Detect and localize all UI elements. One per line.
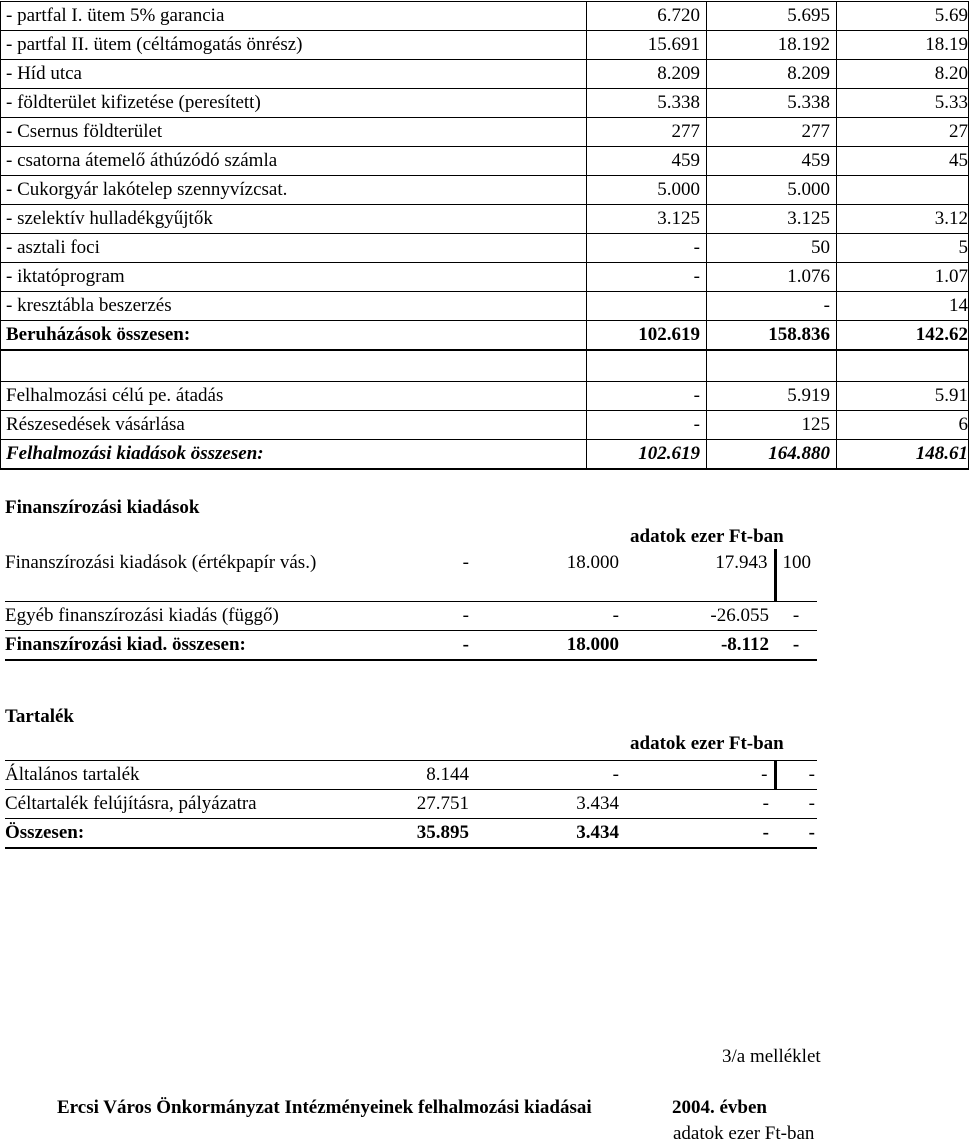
- row-label: - földterület kifizetése (peresített): [1, 89, 587, 118]
- next-annex-unit-note: adatok ezer Ft-ban: [673, 1123, 815, 1144]
- row-value-1: -: [587, 263, 707, 292]
- row-value-2: 3.125: [707, 205, 837, 234]
- table-row: [1, 31, 969, 60]
- row-label: - Csernus földterület: [1, 118, 587, 147]
- table-row: [1, 234, 969, 263]
- row-value-1: 277: [587, 118, 707, 147]
- financing-table: [5, 549, 817, 661]
- investments-table: [0, 1, 969, 470]
- row-label: Finanszírozási kiad. összesen:: [5, 631, 360, 661]
- reserves-unit-note: adatok ezer Ft-ban: [630, 733, 784, 754]
- row-label: - Híd utca: [1, 60, 587, 89]
- row-value-3: 5.33: [837, 89, 969, 118]
- table-row: [5, 790, 817, 819]
- row-label: Részesedések vásárlása: [1, 411, 587, 440]
- row-value-2: -: [475, 761, 625, 790]
- row-value-3: 8.20: [837, 60, 969, 89]
- grand-total-row: [1, 440, 969, 470]
- row-value-2: 5.000: [707, 176, 837, 205]
- row-value-2: 18.192: [707, 31, 837, 60]
- row-value-1: 8.144: [310, 761, 475, 790]
- row-value-3: -26.055: [625, 602, 775, 631]
- financing-unit-note: adatok ezer Ft-ban: [630, 526, 784, 547]
- row-value-4: -: [775, 790, 817, 819]
- table-row: [1, 118, 969, 147]
- table-row: [1, 60, 969, 89]
- row-value-3: -: [625, 819, 775, 849]
- row-value-2: 158.836: [707, 321, 837, 351]
- row-value-2: 125: [707, 411, 837, 440]
- row-label: - partfal I. ütem 5% garancia: [1, 2, 587, 31]
- row-value-3: 5: [837, 234, 969, 263]
- table-row: [1, 147, 969, 176]
- row-label: Általános tartalék: [5, 761, 310, 790]
- row-value-1: 6.720: [587, 2, 707, 31]
- row-label: Összesen:: [5, 819, 310, 849]
- investments-total-row: [1, 321, 969, 351]
- table-row: [1, 2, 969, 31]
- table-row: [1, 292, 969, 321]
- row-value-1: -: [360, 549, 475, 602]
- row-value-2: 18.000: [475, 631, 625, 661]
- row-value-1: 102.619: [587, 321, 707, 351]
- row-value-1: 8.209: [587, 60, 707, 89]
- row-value-1: -: [587, 382, 707, 411]
- row-value-1: 5.338: [587, 89, 707, 118]
- row-value-1: 35.895: [310, 819, 475, 849]
- row-value-2: -: [475, 602, 625, 631]
- row-value-4: -: [775, 602, 817, 631]
- row-label: Felhalmozási célú pe. átadás: [1, 382, 587, 411]
- table-row: [1, 205, 969, 234]
- row-value-2: 459: [707, 147, 837, 176]
- row-value-3: [837, 176, 969, 205]
- row-value-2: 277: [707, 118, 837, 147]
- row-value-3: 5.69: [837, 2, 969, 31]
- row-value-2: 3.434: [475, 819, 625, 849]
- row-label: - szelektív hulladékgyűjtők: [1, 205, 587, 234]
- row-value-3: 17.943: [625, 549, 775, 602]
- row-value-2: 5.338: [707, 89, 837, 118]
- row-value-3: -: [625, 790, 775, 819]
- table-row: [5, 761, 817, 790]
- table-row: [1, 382, 969, 411]
- table-row: [5, 549, 817, 602]
- row-value-4: -: [775, 631, 817, 661]
- row-value-2: 8.209: [707, 60, 837, 89]
- row-value-2: 18.000: [475, 549, 625, 602]
- row-value-3: 6: [837, 411, 969, 440]
- row-value-1: 459: [587, 147, 707, 176]
- table-row: [1, 263, 969, 292]
- reserves-total-row: [5, 819, 817, 849]
- row-value-2: -: [707, 292, 837, 321]
- row-value-3: 27: [837, 118, 969, 147]
- row-value-1: 3.125: [587, 205, 707, 234]
- table-row: [1, 411, 969, 440]
- row-value-1: -: [587, 234, 707, 263]
- row-value-3: 148.61: [837, 440, 969, 470]
- row-label: Beruházások összesen:: [1, 321, 587, 351]
- row-value-3: -8.112: [625, 631, 775, 661]
- blank-row: [1, 350, 969, 382]
- row-label: - iktatóprogram: [1, 263, 587, 292]
- row-value-2: 164.880: [707, 440, 837, 470]
- financing-total-row: [5, 631, 817, 661]
- row-value-2: 50: [707, 234, 837, 263]
- annex-label: 3/a melléklet: [722, 1046, 821, 1067]
- row-label: - Cukorgyár lakótelep szennyvízcsat.: [1, 176, 587, 205]
- table-row: [1, 89, 969, 118]
- row-value-3: 14: [837, 292, 969, 321]
- row-value-1: -: [587, 411, 707, 440]
- row-label: Céltartalék felújításra, pályázatra: [5, 790, 310, 819]
- table-row: [1, 176, 969, 205]
- row-value-1: 15.691: [587, 31, 707, 60]
- row-value-1: -: [360, 631, 475, 661]
- row-value-2: 3.434: [475, 790, 625, 819]
- table-row: [5, 602, 817, 631]
- row-label: - kresztábla beszerzés: [1, 292, 587, 321]
- row-value-1: 102.619: [587, 440, 707, 470]
- financing-title: Finanszírozási kiadások: [5, 497, 200, 518]
- next-annex-year: 2004. évben: [672, 1097, 767, 1118]
- row-value-3: 45: [837, 147, 969, 176]
- row-value-2: 1.076: [707, 263, 837, 292]
- row-label: Felhalmozási kiadások összesen:: [1, 440, 587, 470]
- row-value-2: 5.695: [707, 2, 837, 31]
- row-label: Finanszírozási kiadások (értékpapír vás.): [5, 549, 360, 602]
- row-value-3: 5.91: [837, 382, 969, 411]
- row-value-2: 5.919: [707, 382, 837, 411]
- row-value-4: -: [775, 819, 817, 849]
- row-label: - asztali foci: [1, 234, 587, 263]
- next-annex-heading: Ercsi Város Önkormányzat Intézményeinek felhalmozási kiadásai: [57, 1097, 592, 1118]
- row-value-3: 18.19: [837, 31, 969, 60]
- row-value-4: -: [775, 761, 817, 790]
- row-value-1: 27.751: [310, 790, 475, 819]
- row-value-3: -: [625, 761, 775, 790]
- reserves-title: Tartalék: [5, 706, 74, 727]
- row-value-3: 142.62: [837, 321, 969, 351]
- row-value-1: -: [360, 602, 475, 631]
- row-value-1: [587, 292, 707, 321]
- row-label: - csatorna átemelő áthúzódó számla: [1, 147, 587, 176]
- row-value-3: 1.07: [837, 263, 969, 292]
- row-value-4: 100: [775, 549, 817, 602]
- row-label: Egyéb finanszírozási kiadás (függő): [5, 602, 360, 631]
- row-value-1: 5.000: [587, 176, 707, 205]
- reserves-table: [5, 760, 817, 849]
- row-label: - partfal II. ütem (céltámogatás önrész): [1, 31, 587, 60]
- row-value-3: 3.12: [837, 205, 969, 234]
